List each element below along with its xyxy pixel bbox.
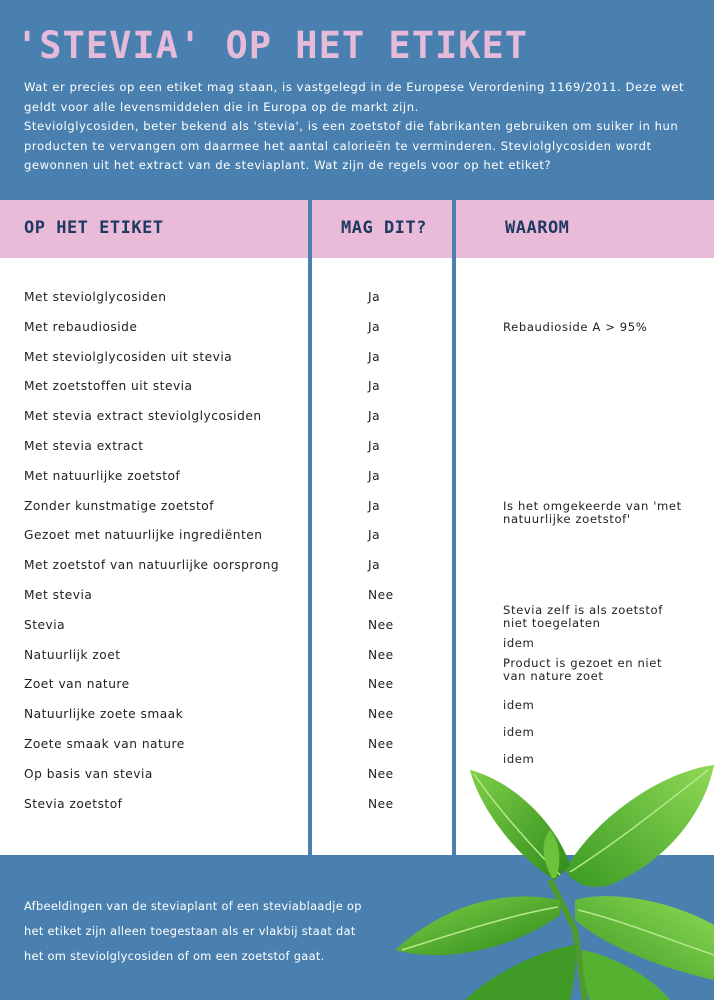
row-allowed-value: Ja [368, 499, 381, 513]
row-label: Met rebaudioside [24, 320, 138, 334]
column-header-allowed: MAG DIT? [341, 218, 427, 238]
intro-paragraph-2: Steviolglycosiden, beter bekend als 'stevia', is een zoetstof die fabrikanten gebruiken om suiker in hun producten te vervangen om daarmee het aantal calorieën te verminderen. Steviolglycosiden wordt gewonnen uit het extract van de steviaplant. Wat zijn de regels voor op het etiket? [24, 119, 679, 172]
reason-note-line: natuurlijke zoetstof' [503, 511, 631, 526]
row-allowed-value: Ja [368, 290, 381, 304]
row-label: Gezoet met natuurlijke ingrediënten [24, 528, 263, 542]
reason-note-line: van nature zoet [503, 668, 604, 683]
row-label: Op basis van stevia [24, 767, 153, 781]
row-allowed-value: Nee [368, 737, 394, 751]
reason-note [503, 500, 682, 525]
reason-note: idem [503, 636, 535, 650]
row-label: Met steviolglycosiden uit stevia [24, 350, 233, 364]
row-allowed-value: Ja [368, 439, 381, 453]
intro-text [24, 78, 704, 176]
row-allowed-value: Ja [368, 528, 381, 542]
row-label: Zonder kunstmatige zoetstof [24, 499, 215, 513]
page-title: 'STEVIA' OP HET ETIKET [16, 24, 529, 67]
row-label: Met zoetstof van natuurlijke oorsprong [24, 558, 280, 572]
reason-note [503, 657, 662, 682]
row-allowed-value: Ja [368, 379, 381, 393]
row-label: Met stevia extract steviolglycosiden [24, 409, 262, 423]
reason-note: idem [503, 725, 535, 739]
row-allowed-value: Ja [368, 558, 381, 572]
reason-note-line: niet toegelaten [503, 615, 601, 630]
column-divider [308, 200, 312, 855]
row-label: Natuurlijk zoet [24, 648, 121, 662]
row-label: Met zoetstoffen uit stevia [24, 379, 193, 393]
reason-note: idem [503, 698, 535, 712]
column-header-reason: WAAROM [505, 218, 570, 238]
row-label: Met natuurlijke zoetstof [24, 469, 181, 483]
row-allowed-value: Nee [368, 797, 394, 811]
row-label: Zoet van nature [24, 677, 130, 691]
table-header [0, 200, 714, 258]
reason-note-line: Product is gezoet en niet [503, 656, 663, 670]
row-allowed-value: Nee [368, 767, 394, 781]
row-allowed-value: Nee [368, 677, 394, 691]
column-header-label: OP HET ETIKET [24, 218, 164, 238]
reason-note [503, 604, 663, 629]
reason-note-line: Is het omgekeerde van 'met [503, 499, 682, 513]
stevia-leaves-image [370, 750, 714, 1000]
row-allowed-value: Ja [368, 350, 381, 364]
row-allowed-value: Nee [368, 707, 394, 721]
reason-note: Rebaudioside A > 95% [503, 320, 648, 334]
row-allowed-value: Ja [368, 469, 381, 483]
row-label: Met stevia [24, 588, 93, 602]
intro-paragraph-1: Wat er precies op een etiket mag staan, is vastgelegd in de Europese Verordening 1169/2011. Deze wet geldt voor alle levensmiddelen die in Europa op de markt zijn. [24, 80, 685, 114]
row-label: Met steviolglycosiden [24, 290, 167, 304]
row-label: Natuurlijke zoete smaak [24, 707, 184, 721]
row-allowed-value: Nee [368, 588, 394, 602]
footer-text: Afbeeldingen van de steviaplant of een steviablaadje op het etiket zijn alleen toegestaan als er vlakbij staat dat het om steviolglycosiden of om een zoetstof gaat. [24, 899, 362, 963]
row-allowed-value: Nee [368, 648, 394, 662]
row-label: Zoete smaak van nature [24, 737, 185, 751]
row-allowed-value: Ja [368, 409, 381, 423]
row-label: Met stevia extract [24, 439, 144, 453]
row-allowed-value: Ja [368, 320, 381, 334]
row-allowed-value: Nee [368, 618, 394, 632]
row-label: Stevia zoetstof [24, 797, 123, 811]
row-label: Stevia [24, 618, 66, 632]
reason-note: idem [503, 752, 535, 766]
reason-note-line: Stevia zelf is als zoetstof [503, 603, 663, 617]
